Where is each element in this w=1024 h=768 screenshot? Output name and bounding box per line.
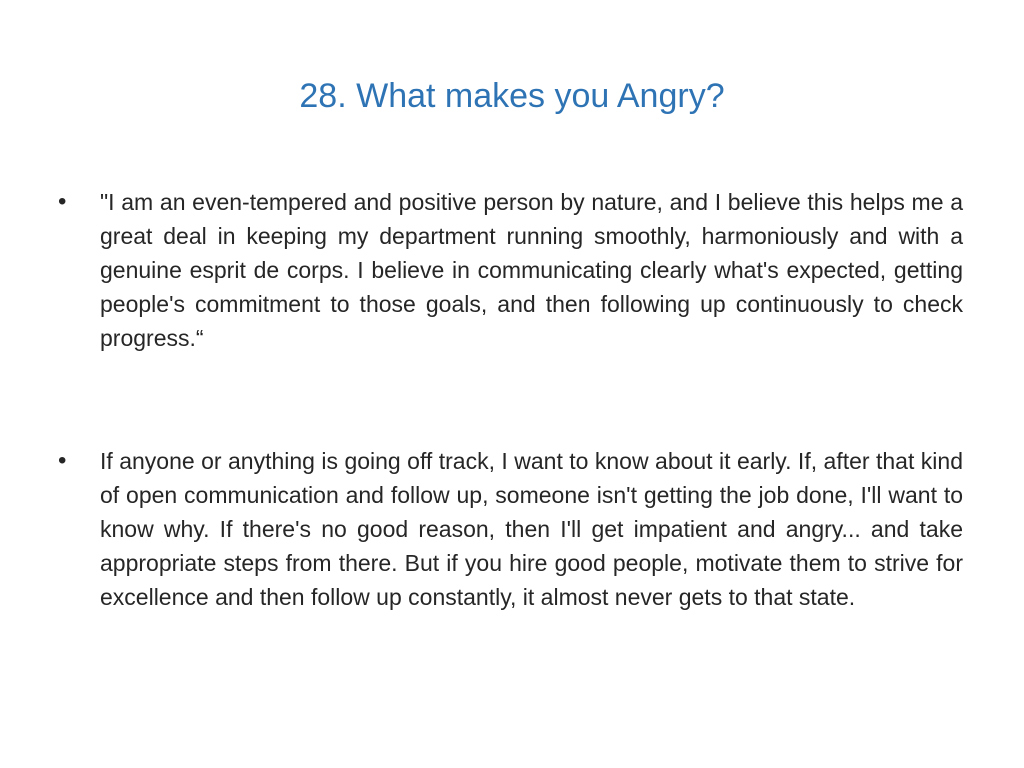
bullet-text: "I am an even-tempered and positive person by nature, and I believe this helps me a great deal in keeping my department running smoothly, harmoniously and with a genuine esprit de corps. I believe in communicating clearly what's expected, getting people's commitment to those goals, and then following up continuously to check progress.“ bbox=[100, 189, 963, 351]
bullet-marker-icon: • bbox=[58, 188, 67, 215]
bullet-item bbox=[58, 185, 963, 355]
bullet-text: If anyone or anything is going off track, I want to know about it early. If, after that kind of open communication and follow up, someone isn't getting the job done, I'll want to know why. If there's no good reason, then I'll get impatient and angry... and take appropriate steps from there. But if you hire good people, motivate them to strive for excellence and then follow up constantly, it almost never gets to that state. bbox=[100, 448, 963, 610]
slide-title: 28. What makes you Angry? bbox=[299, 77, 725, 115]
bullet-list-second bbox=[58, 444, 963, 702]
bullet-marker-icon: • bbox=[58, 447, 67, 474]
bullet-item bbox=[58, 444, 963, 614]
bullet-list-first bbox=[58, 185, 963, 443]
